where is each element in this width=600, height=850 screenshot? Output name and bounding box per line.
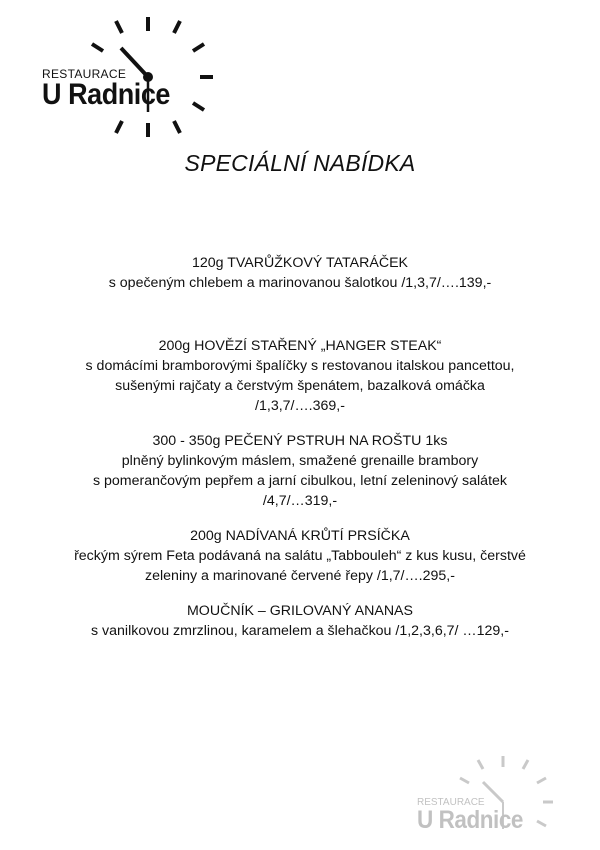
logo-big-text: U Radnice [42, 78, 170, 111]
logo-small-text: RESTAURACE [42, 67, 127, 81]
menu-item [0, 253, 600, 293]
item-name: MOUČNÍK – GRILOVANÝ ANANAS [186, 603, 413, 619]
item-weight: 200g [190, 528, 226, 544]
item-weight: 200g [158, 338, 195, 354]
item-description: s opečeným chlebem a marinovanou šalotkou /1,3,7/….139,- [108, 275, 492, 291]
item-name: HOVĚZÍ STAŘENÝ „HANGER STEAK“ [194, 338, 442, 354]
item-name: PEČENÝ PSTRUH NA ROŠTU [224, 433, 422, 449]
item-name: NADÍVANÁ KRŮTÍ PRSÍČKA [225, 528, 410, 544]
menu-item [0, 601, 600, 641]
menu-item-heading [0, 431, 600, 451]
menu-list [0, 253, 600, 641]
footer-logo [415, 754, 565, 844]
item-description: s domácími bramborovými špalíčky s restovanou italskou pancettou, [85, 358, 515, 374]
item-description: plněný bylinkovým máslem, smažené grenaille brambory [121, 453, 479, 469]
item-weight: 120g [191, 255, 228, 271]
menu-item-heading [0, 336, 600, 356]
menu-item [0, 336, 600, 416]
menu-item-heading [0, 526, 600, 546]
item-description: s pomerančovým pepřem a jarní cibulkou, letní zeleninový salátek [92, 473, 507, 489]
menu-item-heading [0, 601, 600, 621]
item-description: /4,7/…319,- [262, 493, 338, 509]
footer-logo-small-text: RESTAURACE [417, 797, 485, 808]
menu-item-heading [0, 253, 600, 273]
menu-item [0, 431, 600, 511]
restaurant-logo [38, 12, 223, 142]
item-weight: 300 - 350g [152, 433, 225, 449]
item-description: /1,3,7/….369,- [255, 398, 345, 414]
item-name: TVARŮŽKOVÝ TATARÁČEK [227, 255, 409, 271]
item-description: zeleniny a marinované červené řepy /1,7/….295,- [145, 568, 455, 584]
item-description: sušenými rajčaty a čerstvým špenátem, bazalková omáčka [115, 378, 485, 394]
item-suffix: 1ks [421, 433, 448, 449]
page-title: SPECIÁLNÍ NABÍDKA [184, 150, 416, 176]
item-description: s vanilkovou zmrzlinou, karamelem a šlehačkou /1,2,3,6,7/ …129,- [91, 623, 509, 639]
item-description: řeckým sýrem Feta podávaná na salátu „Tabbouleh“ z kus kusu, čerstvé [74, 548, 526, 564]
menu-item [0, 526, 600, 586]
footer-logo-big-text: U Radnice [417, 806, 523, 834]
